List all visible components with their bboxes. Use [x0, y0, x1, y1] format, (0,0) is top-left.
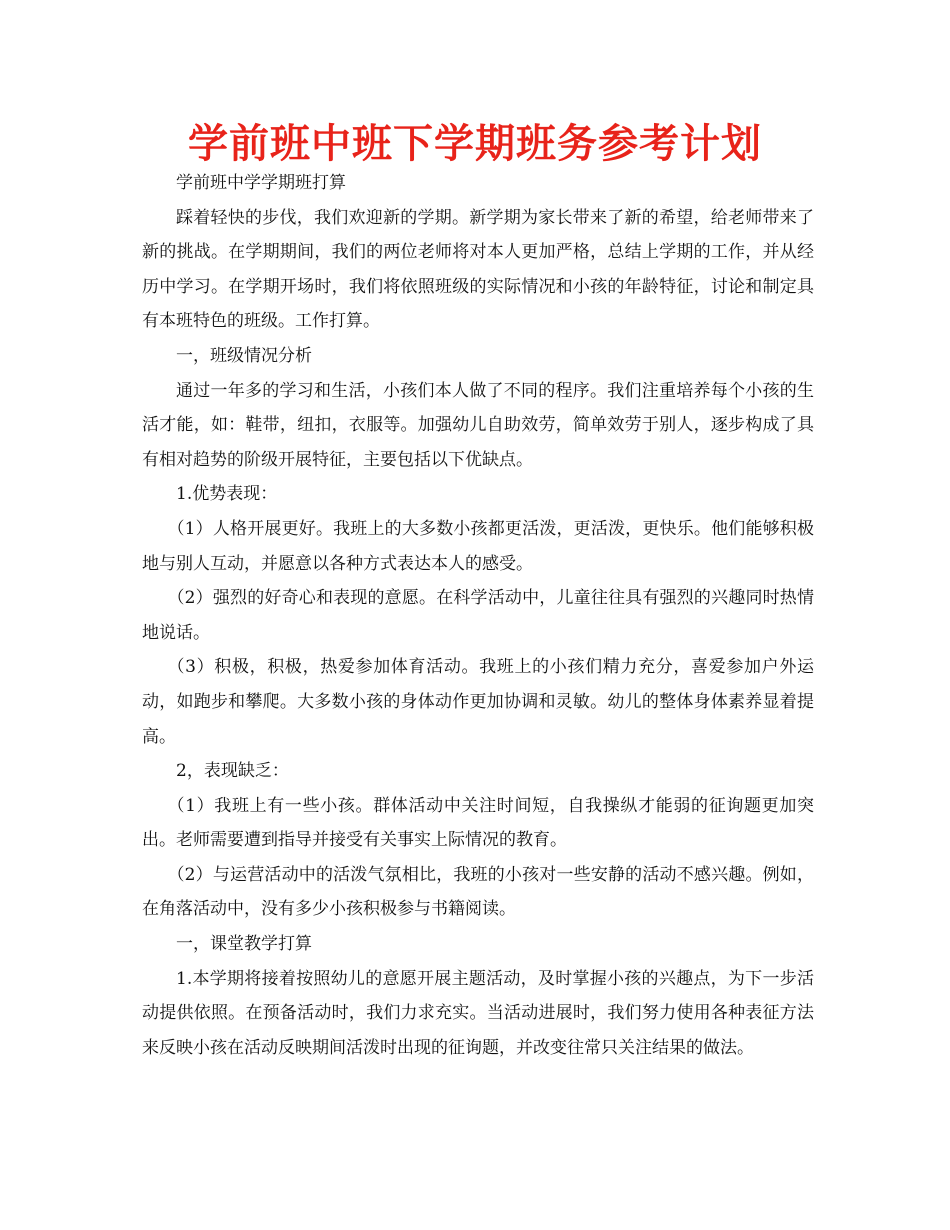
list-item-strength-1: （1）人格开展更好。我班上的大多数小孩都更活泼，更活泼，更快乐。他们能够积极地与别人互动，并愿意以各种方式表达本人的感受。: [142, 518, 814, 574]
subheading-weaknesses: 2，表现缺乏：: [176, 761, 289, 782]
list-item-weakness-1: （1）我班上有一些小孩。群体活动中关注时间短，自我操纵才能弱的征询题更加突出。老师需要遭到指导并接受有关事实上际情况的教育。: [142, 795, 814, 851]
document-body: [142, 166, 814, 1065]
list-item-strength-2: （2）强烈的好奇心和表现的意愿。在科学活动中，儿童往往具有强烈的兴趣同时热情地说话。: [142, 588, 814, 643]
paragraph-intro: 踩着轻快的步伐，我们欢迎新的学期。新学期为家长带来了新的希望，给老师带来了新的挑战。在学期期间，我们的两位老师将对本人更加严格，总结上学期的工作，并从经历中学习。在学期开场时，我们将依照班级的实际情况和小孩的年龄特征，讨论和制定具有本班特色的班级。工作打算。: [142, 207, 814, 332]
list-item-weakness-2: （2）与运营活动中的活泼气氛相比，我班的小孩对一些安静的活动不感兴趣。例如，在角落活动中，没有多少小孩积极参与书籍阅读。: [142, 864, 814, 920]
paragraph-subtitle: 学前班中学学期班打算: [176, 173, 346, 193]
section-heading-class-analysis: 一，班级情况分析: [176, 345, 312, 366]
list-item-strength-3: （3）积极，积极，热爱参加体育活动。我班上的小孩们精力充分，喜爱参加户外运动，如跑步和攀爬。大多数小孩的身体动作更加协调和灵敏。幼儿的整体身体素养显着提高。: [142, 657, 814, 747]
section-heading-teaching-plan: 一，课堂教学打算: [176, 934, 312, 955]
paragraph-teaching-plan-1: 1.本学期将接着按照幼儿的意愿开展主题活动，及时掌握小孩的兴趣点，为下一步活动提供依照。在预备活动时，我们力求充实。当活动进展时，我们努力使用各种表征方法来反映小孩在活动反映期间活泼时出现的征询题，并改变往常只关注结果的做法。: [142, 968, 814, 1058]
document-title: 学前班中班下学期班务参考计划: [188, 121, 762, 167]
paragraph-class-analysis: 通过一年多的学习和生活，小孩们本人做了不同的程序。我们注重培养每个小孩的生活才能，如：鞋带，纽扣，衣服等。加强幼儿自助效劳，简单效劳于别人，逐步构成了具有相对趋势的阶级开展特征，主要包括以下优缺点。: [142, 380, 814, 470]
subheading-strengths: 1.优势表现：: [176, 484, 278, 505]
